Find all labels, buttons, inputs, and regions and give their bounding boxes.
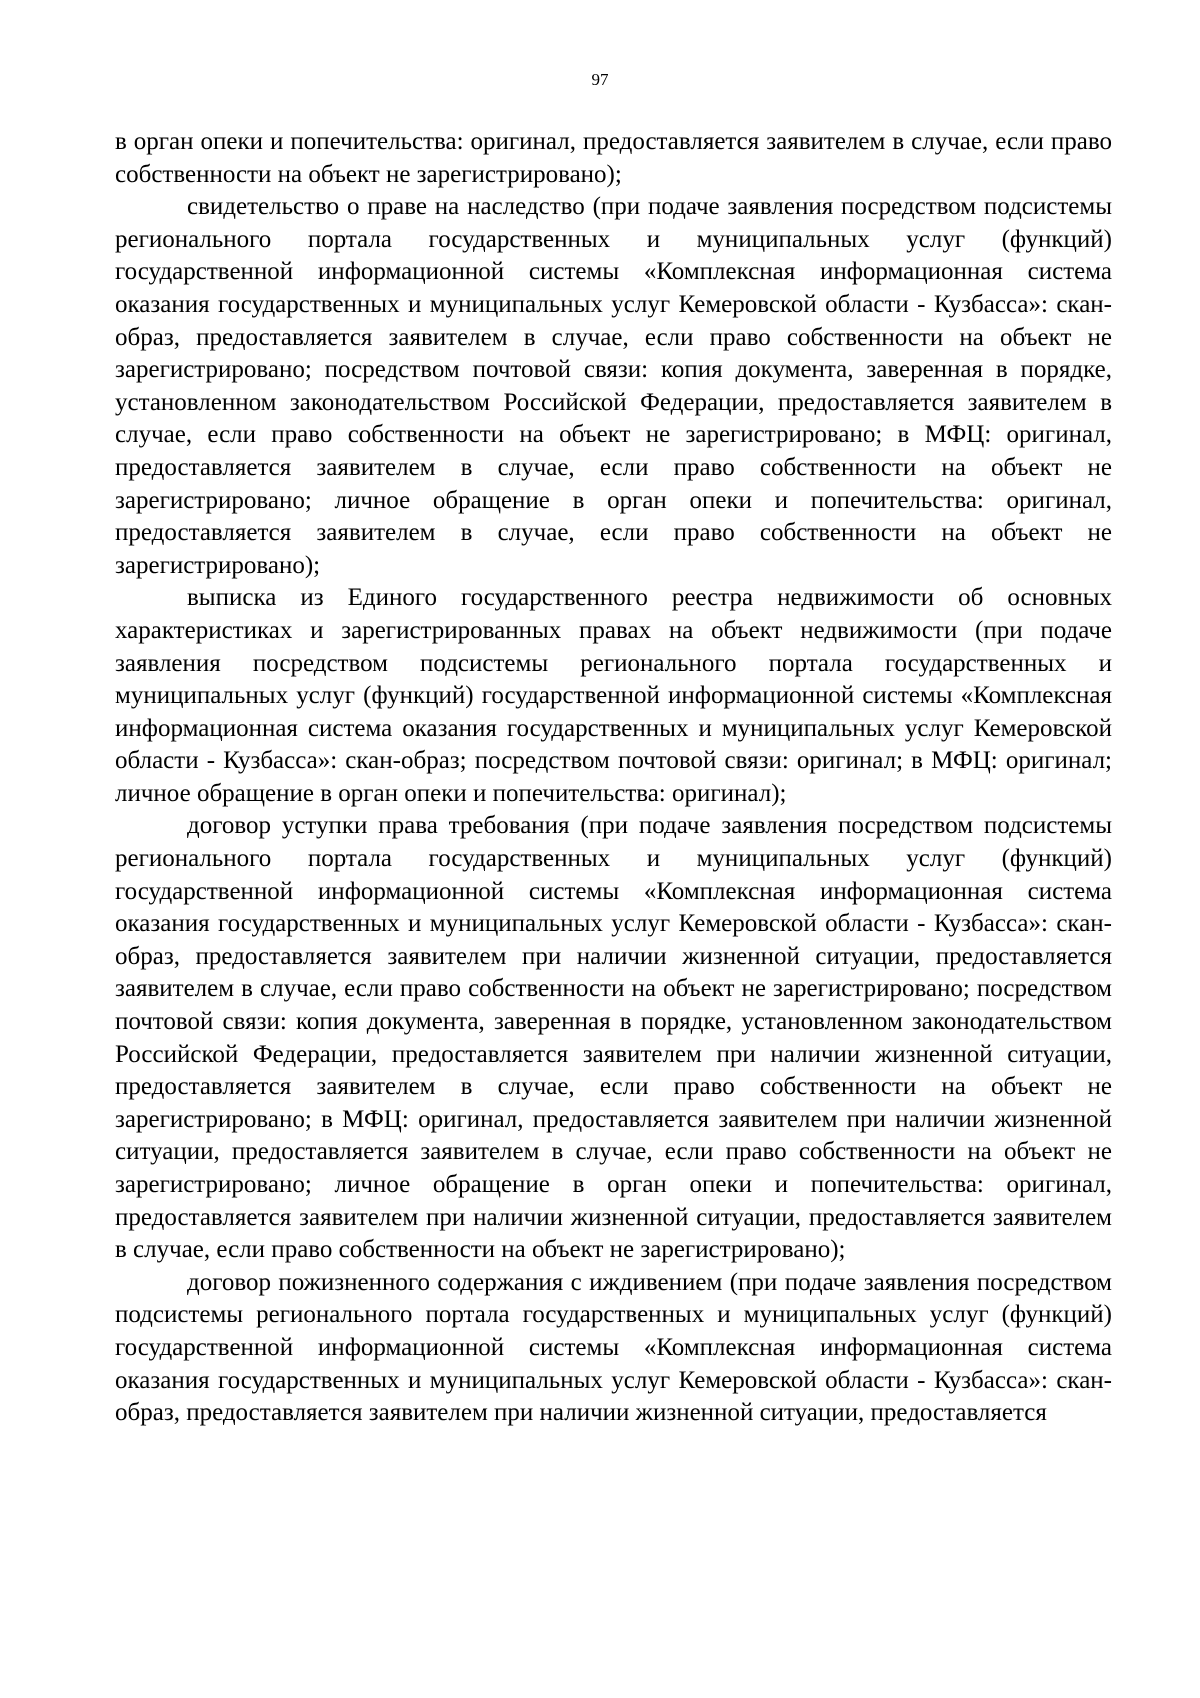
paragraph-lifetime-maintenance-agreement: договор пожизненного содержания с иждивением (при подаче заявления посредством подсистемы регионального портала государственных и муниципальных услуг (функций) государственной информационной системы «Комплексная информационная система оказания государственных и муниципальных услуг Кемеровской области - Кузбасса»: скан-образ, предоставляется заявителем при наличии жизненной ситуации, предоставляется [115, 1268, 1112, 1427]
paragraph-opeka-continuation: в орган опеки и попечительства: оригинал, предоставляется заявителем в случае, если право собственности на объект не зарегистрировано); [115, 128, 1112, 188]
paragraph-inheritance-certificate: свидетельство о праве на наследство (при подаче заявления посредством подсистемы регионального портала государственных и муниципальных услуг (функций) государственной информационной системы «Комплексная информационная система оказания государственных и муниципальных услуг Кемеровской области - Кузбасса»: скан-образ, предоставляется заявителем в случае, если право собственности на объект не зарегистрировано; посредством почтовой связи: копия документа, заверенная в порядке, установленном законодательством Российской Федерации, предоставляется заявителем в случае, если право собственности на объект не зарегистрировано; в МФЦ: оригинал, предоставляется заявителем в случае, если право собственности на объект не зарегистрировано; личное обращение в орган опеки и попечительства: оригинал, предоставляется заявителем в случае, если право собственности на объект не зарегистрировано); [115, 193, 1112, 579]
page-number: 97 [591, 70, 609, 89]
paragraph-assignment-agreement: договор уступки права требования (при подаче заявления посредством подсистемы регионального портала государственных и муниципальных услуг (функций) государственной информационной системы «Комплексная информационная система оказания государственных и муниципальных услуг Кемеровской области - Кузбасса»: скан-образ, предоставляется заявителем при наличии жизненной ситуации, предоставляется заявителем в случае, если право собственности на объект не зарегистрировано; посредством почтовой связи: копия документа, заверенная в порядке, установленном законодательством Российской Федерации, предоставляется заявителем при наличии жизненной ситуации, предоставляется заявителем в случае, если право собственности на объект не зарегистрировано; в МФЦ: оригинал, предоставляется заявителем при наличии жизненной ситуации, предоставляется заявителем в случае, если право собственности на объект не зарегистрировано; личное обращение в орган опеки и попечительства: оригинал, предоставляется заявителем при наличии жизненной ситуации, предоставляется заявителем в случае, если право собственности на объект не зарегистрировано); [115, 812, 1112, 1264]
document-body [115, 126, 1112, 1430]
paragraph-egrn-extract: выписка из Единого государственного реестра недвижимости об основных характеристиках и зарегистрированных правах на объект недвижимости (при подаче заявления посредством подсистемы регионального портала государственных и муниципальных услуг (функций) государственной информационной системы «Комплексная информационная система оказания государственных и муниципальных услуг Кемеровской области - Кузбасса»: скан-образ; посредством почтовой связи: оригинал; в МФЦ: оригинал; личное обращение в орган опеки и попечительства: оригинал); [115, 584, 1112, 807]
